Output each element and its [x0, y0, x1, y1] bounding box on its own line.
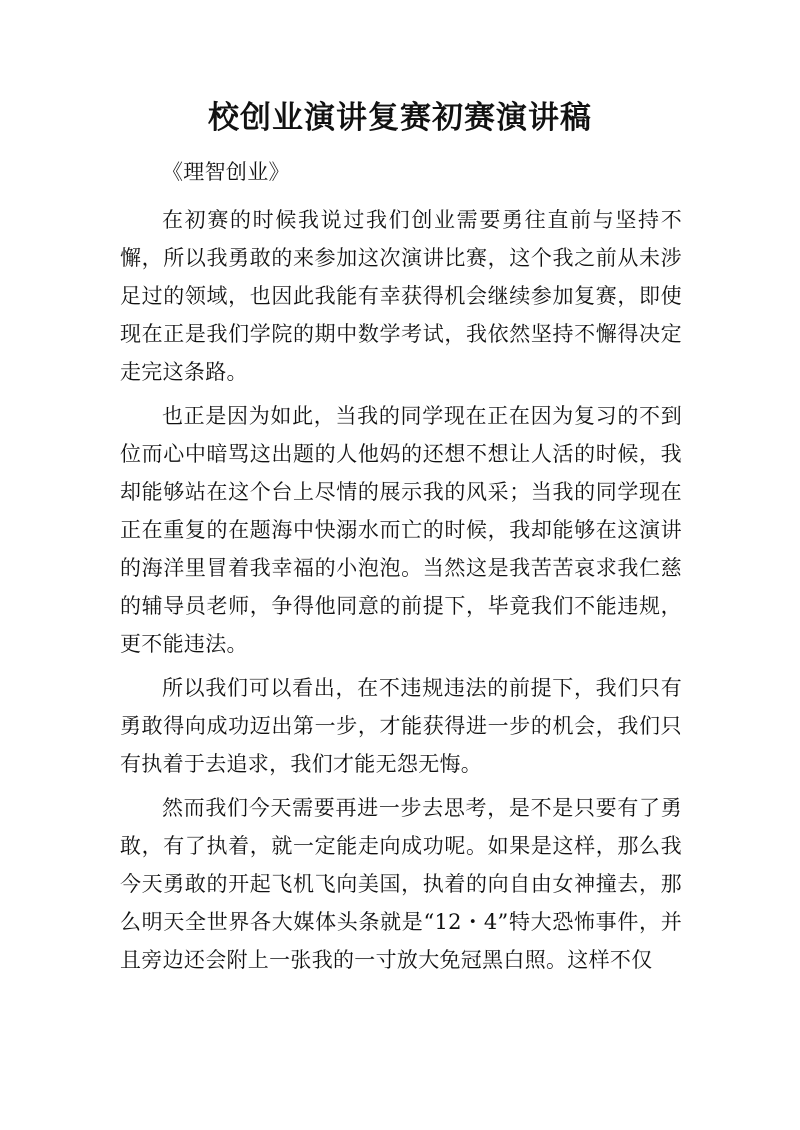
paragraph-1: 在初赛的时候我说过我们创业需要勇往直前与坚持不懈，所以我勇敢的来参加这次演讲比赛，这个我之前从未涉足过的领域，也因此我能有幸获得机会继续参加复赛，即使现在正是我们学院的期中数学考试，我依然坚持不懈得决定走完这条路。 [120, 208, 682, 384]
speech-subtitle: 《理智创业》 [162, 160, 290, 184]
document-body [120, 153, 682, 985]
paragraph-3: 所以我们可以看出，在不违规违法的前提下，我们只有勇敢得向成功迈出第一步，才能获得进一步的机会，我们只有执着于去追求，我们才能无怨无悔。 [120, 676, 682, 776]
paragraph-2: 也正是因为如此，当我的同学现在正在因为复习的不到位而心中暗骂这出题的人他妈的还想不想让人活的时候，我却能够站在这个台上尽情的展示我的风采；当我的同学现在正在重复的在题海中快溺水而亡的时候，我却能够在这演讲的海洋里冒着我幸福的小泡泡。当然这是我苦苦哀求我仁慈的辅导员老师，争得他同意的前提下，毕竟我们不能违规，更不能违法。 [120, 404, 682, 656]
document-title: 校创业演讲复赛初赛演讲稿 [208, 100, 592, 136]
paragraph-4: 然而我们今天需要再进一步去思考，是不是只要有了勇敢，有了执着，就一定能走向成功呢。如果是这样，那么我今天勇敢的开起飞机飞向美国，执着的向自由女神撞去，那么明天全世界各大媒体头条就是“12・4”特大恐怖事件，并且旁边还会附上一张我的一寸放大免冠黑白照。这样不仅 [120, 796, 682, 972]
